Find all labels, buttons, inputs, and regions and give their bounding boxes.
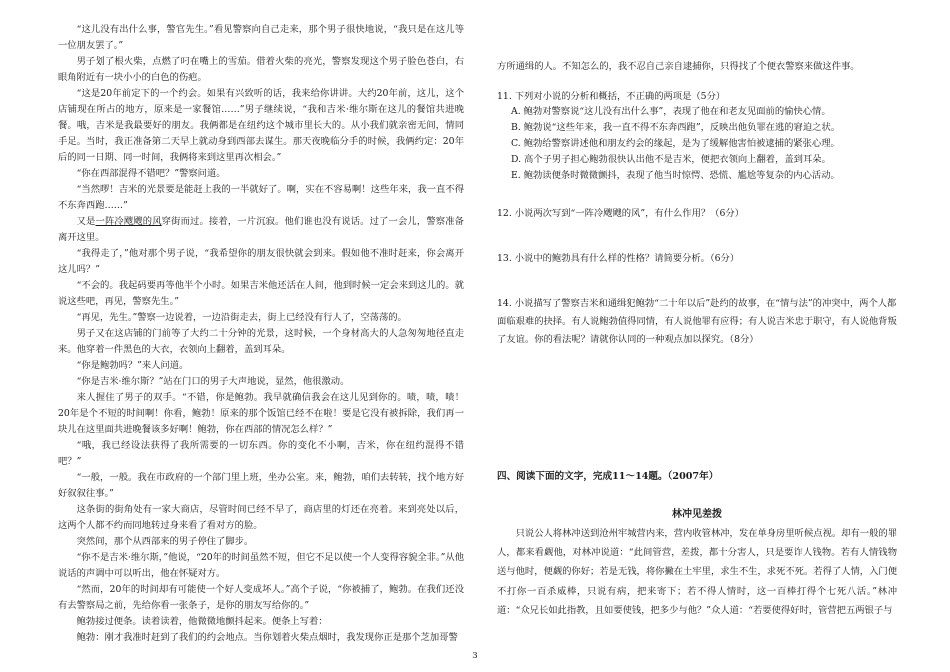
question-12: 12. 小说两次写到“一阵冷飕飕的风”，有什么作用？（6分） [497, 208, 744, 219]
option-e: E. 鲍勃读便条时微微颤抖，表现了他当时惊愕、恐慌、尴尬等复杂的内心活动。 [511, 170, 840, 181]
passage-title: 林冲见差拨 [672, 509, 722, 520]
paragraph: 鲍勃接过便条。读着读着，他微微地颤抖起来。便条上写着： [76, 616, 328, 627]
underlined-phrase: 一阵冷飕飕的风 [95, 216, 162, 227]
option-c: C. 鲍勃给警察讲述他和朋友约会的缘起，是为了缓解他害怕被逮捕的紧张心理。 [511, 138, 840, 149]
paragraph: “当然啰！吉米的光景要是能赶上我的一半就好了。啊，实在不容易啊！这些年来，我一直不得不东奔西跑……” [58, 184, 464, 211]
option-a: A. 鲍勃对警察说“这儿没有出什么事”，表现了他在和老友见面前的愉快心情。 [511, 106, 831, 117]
paragraph: “你是吉米·维尔斯？”站在门口的男子大声地说，显然，他很激动。 [76, 376, 350, 387]
section-heading: 四、阅读下面的文字，完成11～14题。（2007年） [497, 471, 719, 482]
paragraph: “这儿没有出什么事，警官先生。”看见警察向自己走来，那个男子很快地说，“我只是在这儿等一位朋友罢了。” [58, 24, 464, 51]
paragraph: 鲍勃：刚才我准时赶到了我们的约会地点。当你划着火柴点烟时，我发现你正是那个芝加哥警 [76, 632, 458, 643]
paragraph: “不会的。我起码要再等他半个小时。如果吉米他还活在人间，他到时候一定会来到这儿的。就说这些吧，再见，警察先生。” [58, 280, 464, 307]
paragraph: “哦，我已经设法获得了我所需要的一切东西。你的变化不小啊，吉米，你在纽约混得不错吧？” [58, 440, 464, 467]
paragraph: “这是20年前定下的一个约会。如果有兴致听的话，我来给你讲讲。大约20年前，这儿，这个店铺现在所占的地方，原来是一家餐馆……”男子继续说，“我和吉米·维尔斯在这儿的餐馆共进晚餐。哦，吉米是我最要好的朋友。我俩都是在纽约这个城市里长大的。从小我们就亲密无间，情同手足。当时，我正准备第二天早上就动身到西部去谋生。那天夜晚临分手的时候，我俩约定：20年后的同一日期、同一时间，我俩将来到这里再次相会。” [58, 88, 464, 163]
paragraph: 来人握住了男子的双手。“不错，你是鲍勃。我早就确信我会在这儿见到你的。啧，啧，啧！20年是个不短的时间啊！你看，鲍勃！原来的那个饭馆已经不在啦！要是它没有被拆除，我们再一块儿在这里面共进晚餐该多好啊！鲍勃，你在西部的情况怎么样？” [58, 392, 464, 435]
continuation-text: 方所通缉的人。不知怎么的，我不忍自己亲自逮捕你，只得找了个便衣警察来做这件事。 [497, 61, 860, 72]
paragraph-with-underline: 又是一阵冷飕飕的风穿街而过。接着，一片沉寂。他们谁也没有说话。过了一会儿，警察准备离开这里。 [58, 216, 464, 243]
paragraph: “我得走了，”他对那个男子说，“我希望你的朋友很快就会到来。假如他不准时赶来，你会离开这儿吗？” [58, 248, 464, 275]
option-b: B. 鲍勃说“这些年来，我一直不得不东奔西跑”，反映出他负罪在逃的窘迫之状。 [511, 122, 841, 133]
page-number: 3 [472, 651, 478, 661]
paragraph: “你不是吉米·维尔斯，”他说，“20年的时间虽然不短，但它不足以使一个人变得容貌全非。”从他说话的声调中可以听出，他在怀疑对方。 [58, 552, 464, 579]
paragraph: 男子又在这店铺的门前等了大约二十分钟的光景，这时候，一个身材高大的人急匆匆地径直走来。他穿着一件黑色的大衣，衣领向上翻着，盖到耳朵。 [58, 328, 464, 355]
paragraph: 这条街的街角处有一家大商店，尽管时间已经不早了，商店里的灯还在亮着。来到亮处以后，这两个人都不约而同地转过身来看了看对方的脸。 [58, 504, 464, 531]
paragraph: 突然间，那个从西部来的男子停住了脚步。 [76, 536, 254, 547]
question-14: 14. 小说描写了警察吉米和通缉犯鲍勃“二十年以后”赴约的故事，在“情与法”的冲突中，两个人都面临艰难的抉择。有人说鲍勃值得同情，有人说他罪有应得；有人说吉米忠于职守，有人说他背叛了友谊。你的看法呢？请就你认同的一种观点加以探究。（8分） [497, 298, 897, 345]
question-13: 13. 小说中的鲍勃具有什么样的性格？请简要分析。（6分） [497, 253, 740, 264]
paragraph: “你是鲍勃吗？”来人问道。 [76, 360, 189, 371]
paragraph: “你在西部混得不错吧？”警察问道。 [76, 168, 226, 179]
paragraph: “再见，先生。”警察一边说着，一边沿街走去，街上已经没有行人了，空荡荡的。 [76, 312, 407, 323]
question-11: 11. 下列对小说的分析和概括，不正确的两项是（5分） [497, 91, 726, 102]
option-d: D. 高个子男子担心鲍勃很快认出他不是吉米，便把衣领向上翻着，盖到耳朵。 [511, 154, 831, 165]
passage-text: 只说公人将林冲送到沧州牢城营内来，营内收管林冲，发在单身房里听候点视。却有一般的罪人，都来看觑他，对林冲说道：“此间管营，差拨，都十分害人，只是要诈人钱物。若有人情钱物送与他时，便觑的你好；若是无钱，将你撇在土牢里，求生不生，求死不死。若得了人情，入门便不打你一百杀威棒，只说有病，把来寄下；若不得人情时，这一百棒打得个七死八活。”林冲道：“众兄长如此指教，且如要使钱，把多少与他？”众人道：“若要使得好时，管营把五两银子与 [497, 528, 897, 616]
paragraph: “然而，20年的时间却有可能使一个好人变成坏人。”高个子说，“你被捕了，鲍勃。在我们还没有去警察局之前，先给你看一张条子，是你的朋友写给你的。” [58, 584, 464, 611]
paragraph: “一般，一般。我在市政府的一个部门里上班，坐办公室。来，鲍勃，咱们去转转，找个地方好好叙叙往事。” [58, 472, 464, 499]
paragraph: 男子划了根火柴，点燃了叼在嘴上的雪茄。借着火柴的亮光，警察发现这个男子脸色苍白，右眼角附近有一块小小的白色的伤疤。 [58, 56, 464, 83]
